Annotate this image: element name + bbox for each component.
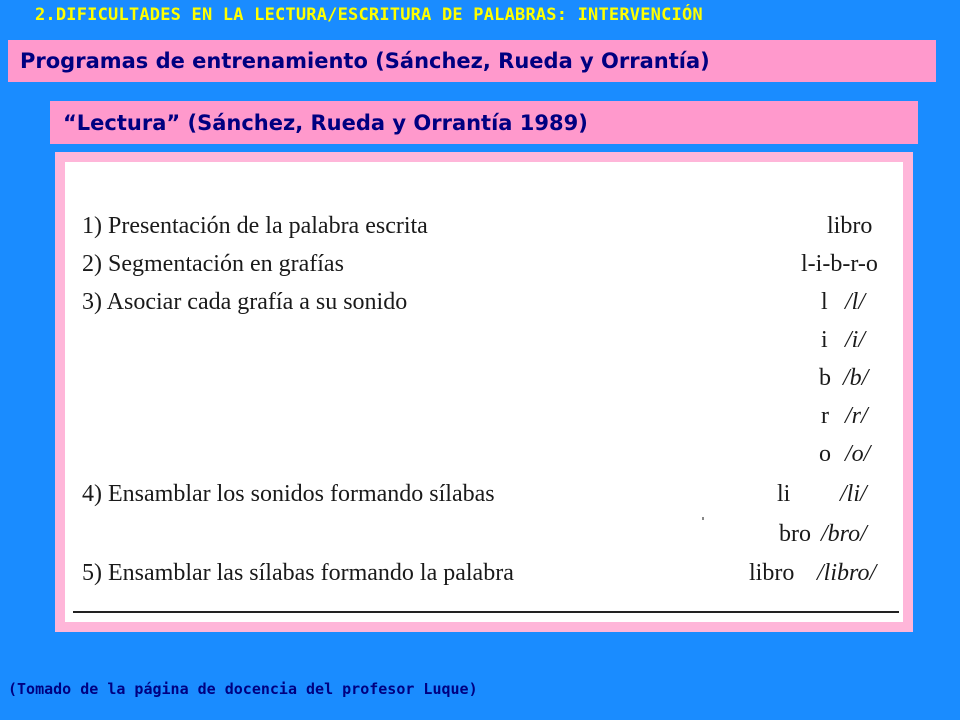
grapheme-sound: /i/ (845, 327, 866, 353)
grapheme-letter: i (821, 327, 828, 353)
step-2: 2) Segmentación en grafías (82, 251, 344, 277)
lectura-title-bar (50, 101, 918, 144)
lectura-title: “Lectura” (Sánchez, Rueda y Orrantía 1989) (63, 110, 588, 135)
scanned-figure (65, 162, 903, 622)
grapheme-letter: l (821, 289, 828, 315)
grapheme-letter: o (819, 441, 831, 467)
grapheme-sound: /o/ (845, 441, 871, 467)
program-title-bar (8, 40, 936, 82)
word-segmented: l-i-b-r-o (801, 251, 878, 277)
grapheme-sound: /r/ (845, 403, 868, 429)
syllable-sound: /li/ (840, 481, 867, 507)
source-footnote: (Tomado de la página de docencia del profesor Luque) (8, 680, 478, 698)
syllable: li (777, 481, 791, 507)
step-4: 4) Ensamblar los sonidos formando sílabas (82, 481, 495, 507)
step-3: 3) Asociar cada grafía a su sonido (82, 289, 408, 315)
program-title: Programas de entrenamiento (Sánchez, Rueda y Orrantía) (20, 49, 710, 73)
grapheme-letter: b (819, 365, 831, 391)
assembled-sound: /libro/ (817, 560, 877, 586)
syllable-sound: /bro/ (821, 521, 867, 547)
assembled-word: libro (749, 560, 795, 586)
figure-bottom-rule (73, 611, 899, 613)
step-5: 5) Ensamblar las sílabas formando la palabra (82, 560, 514, 586)
word-libro: libro (827, 213, 873, 239)
grapheme-letter: r (821, 403, 829, 429)
scanned-figure-frame (55, 152, 913, 632)
scan-speck (702, 517, 704, 520)
step-1: 1) Presentación de la palabra escrita (82, 213, 428, 239)
grapheme-sound: /l/ (845, 289, 866, 315)
grapheme-sound: /b/ (843, 365, 869, 391)
syllable: bro (779, 521, 811, 547)
section-heading: 2.DIFICULTADES EN LA LECTURA/ESCRITURA DE PALABRAS: INTERVENCIÓN (35, 5, 703, 25)
